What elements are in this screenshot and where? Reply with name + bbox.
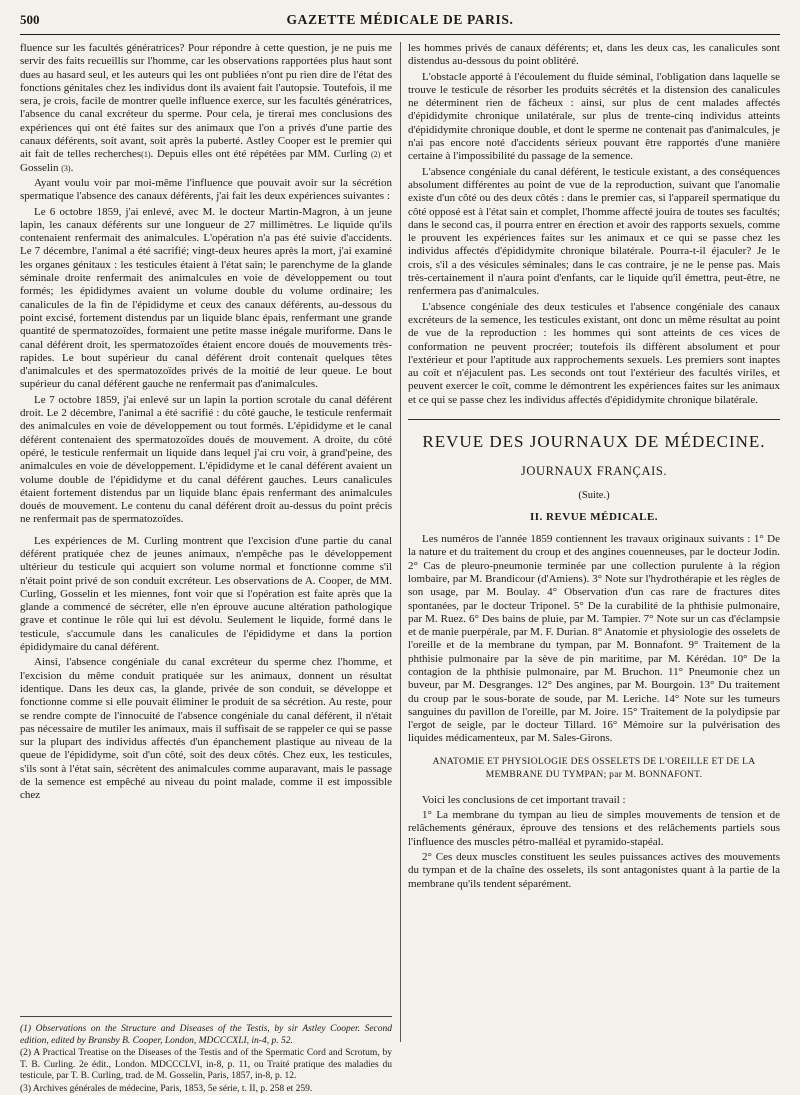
subsection-title: JOURNAUX FRANÇAIS. [408, 464, 780, 479]
paragraph: 2° Ces deux muscles constituent les seules puissances actives des mouvements du tympan et de la chaîne des osselets, ils sont antagonistes quant à la partie de la membrane qu'ils tendent séparément. [408, 851, 780, 891]
footnote: (3) Archives générales de médecine, Paris, 1853, 5e série, t. II, p. 258 et 259. [20, 1084, 392, 1095]
paragraph-text: . [71, 162, 74, 174]
footnote-ref: (1) [141, 150, 150, 159]
paragraph-text: et Gosselin [20, 148, 392, 173]
review-section [408, 419, 780, 891]
column-divider [400, 42, 401, 1042]
paragraph: L'absence congéniale du canal déférent, le testicule existant, a des conséquences absolument différentes au point de vue de la reproduction, suivant que l'anomalie existe d'un côté ou des deux côtés : dans le premier cas, si l'appareil spermatique du côté opposé est à l'état sain et complet, l'homme affecté jouira de toutes ses facultés; dans le second cas, il pourra entrer en érection et avoir des rapports sexuels, comme le prouvent les expériences faites sur les animaux et ce qui se passe chez les individus affectés d'épididymite chronique bilatérale. Pourra-t-il éjaculer? Je le crois, s'il a des vésicules séminales; dans le cas contraire, je ne le pense pas. Mais très-certainement il n'aura point d'enfants, car le liquide qu'il émettra, peut-être, ne renfermera pas d'animalcules. [408, 166, 780, 299]
paragraph: Ayant voulu voir par moi-même l'influence que pouvait avoir sur la sécrétion spermatique l'absence des canaux déférents, j'ai fait les deux expériences suivantes : [20, 177, 392, 204]
paragraph: Ainsi, l'absence congéniale du canal excréteur du sperme chez l'homme, et l'excision du même conduit pratiquée sur les animaux, donnent un résultat identique. Dans les deux cas, la glande, privée de son conduit, se développe et fonctionne comme si elle pouvait éliminer le produit de sa sécrétion. Au reste, pour se rendre compte de l'innocuité de l'absence congéniale du canal déférent, il n'était pas nécessaire de mutiler les animaux, mais il suffisait de se rappeler ce qui se passe sur la plupart des individus affectés d'un épanchement plastique au niveau de la queue de l'épididyme, soit d'un côté, soit des deux côtés. Chez eux, les testicules, s'ils sont à l'état sain, sécrètent des animalcules comme auparavant, mais le passage de la semence est empêché au niveau du point malade, comme il est impossible chez [20, 656, 392, 802]
paragraph: L'absence congéniale des deux testicules et l'absence congéniale des canaux excréteurs de la semence, les testicules existant, ont donc un même résultat au point de vue de la reproduction : les hommes qui sont atteints de ces vices de conformation ne peuvent procréer; toutefois ils diffèrent absolument et pour l'extérieur et pour l'aptitude aux rapprochements sexuels. Les premiers sont inaptes au coït et n'éjaculent pas. Les seconds ont tout l'extérieur des facultés viriles, et peuvent exercer le coït, comme le démontrent les expériences faites sur les animaux et ce qui se passe chez les individus affectés d'épididymite chronique bilatérale. [408, 301, 780, 407]
footnote-ref: (3) [61, 164, 70, 173]
paragraph-text: . Depuis elles ont été répétées par MM. Curling [151, 148, 371, 160]
paragraph: Le 6 octobre 1859, j'ai enlevé, avec M. le docteur Martin-Magron, à un jeune lapin, les canaux déférents sur une longueur de 27 millimètres. Le liquide qu'ils contenaient renfermait des animalcules. L'opération n'a pas été suivie d'accidents. Le 7 décembre, l'animal a été sacrifié; vingt-deux heures après la mort, j'ai examiné les organes génitaux : les testicules étaient à l'état sain; le parenchyme de la glande séminale droite renfermait des animalcules en voie de développement ou tout formés; les épididymes avaient un volume double du volume ordinaire; les canalicules de la fin de l'épididyme et ceux des canaux déférents, au-dessous du point excisé, fortement distendus par un liquide blanc épais, renfermant une grande quantité de spermatozoïdes, formaient une petite masse inégale muriforme. Dans le canal déférent droit, les spermatozoïdes étaient encore doués de mouvements très-rapides. Le bout supérieur du canal déférent droit contenait quelques têtes d'animalcules et des spermatozoïdes privés de la moitié de leur queue. Le bout supérieur du canal déférent gauche ne renfermait pas d'animalcules. [20, 206, 392, 392]
paragraph: Les numéros de l'année 1859 contiennent les travaux originaux suivants : 1° De la nature et du traitement du croup et des angines couenneuses, par le docteur Jodin. 2° Cas de pleuro-pneumonie terminée par une collection purulente à la région lombaire, par M. Brandicour (d'Amiens). 3° Note sur l'hydrothérapie et les règles de son usage, par M. Boulay. 4° Observation d'un cas rare de fractures dites spontanées, par le docteur Triponel. 5° De la curabilité de la phthisie pulmonaire, par M. Ruez. 6° Des bains de pluie, par M. Tampier. 7° Note sur un cas d'éclampsie et de manie puerpérale, par M. F. Durian. 8° Anatomie et physiologie des osselets de l'oreille et de la membrane du tympan, par M. Bonnafont. 9° Traitement de la phthisie pulmonaire par la sève de pin maritime, par M. Kérédan. 10° De la contagion de la phthisie pulmonaire, par M. Bruchon. 11° Pneumonie chez un buveur, par M. Desgranges. 12° Des angines, par M. Bourgoin. 13° Du traitement du croup par le sous-borate de soude, par M. Leriche. 14° Note sur les tumeurs sanguines du pavillon de l'oreille, par M. Joire. 15° Traitement de la polydipsie par l'ergot de seigle, par le docteur Tillard. 16° Mémoire sur la pulvérisation des liquides médicamenteux, par M. Sales-Girons. [408, 533, 780, 746]
paragraph: L'obstacle apporté à l'écoulement du fluide séminal, l'obligation dans laquelle se trouve le testicule de résorber les produits sécrétés et la distension des canalicules ne déterminent rien de fâcheux : ainsi, sur plus de cent malades affectés d'épididymite chronique unilatérale, sur plus de trente-cinq individus atteints d'épididymite chronique double, et dont le sperme ne contenait pas d'animalcules, je n'ai pas encore noté d'accidents sérieux pouvant être rapportés d'une manière certaine à l'impossibilité du passage de la semence. [408, 71, 780, 164]
paragraph: Voici les conclusions de cet important travail : [408, 794, 780, 807]
article-heading: ANATOMIE ET PHYSIOLOGIE DES OSSELETS DE L'OREILLE ET DE LA MEMBRANE DU TYMPAN; par M. BONNAFONT. [408, 756, 780, 782]
paragraph-text: fluence sur les facultés génératrices? Pour répondre à cette question, je ne puis me servir des faits recueillis sur l'homme, car les observations rapportées plus haut sont dues au hasard seul, et les auteurs qui les ont publiées n'ont pu rien dire de l'état des fonctions génitales chez les individus dont ils avaient fait l'autopsie. Toutefois, il me sera, je crois, facile de montrer quelle influence exerce, sur les facultés génératrices, l'absence du canal excréteur du sperme. Pour cela, je tirerai mes conclusions des expériences qui ont été faites sur des animaux que l'on a privés d'une partie des canaux déférents, soit avant, soit après la puberté. Astley Cooper est le premier qui ait fait de telles recherches [20, 42, 392, 160]
continuation-note: (Suite.) [408, 490, 780, 501]
footnote-ref: (2) [371, 150, 380, 159]
footnote: (2) A Practical Treatise on the Diseases of the Testis and of the Spermatic Cord and Scrotum, by T. B. Curling. 2e édit., London. MDCCCLVI, in-8, p. 11, ou Traité pratique des maladies du testicule, par T. B. Curling, trad. de M. Gosselin, Paris, 1857, in-8, p. 12. [20, 1048, 392, 1083]
footnote: (1) Observations on the Structure and Diseases of the Testis, by sir Astley Cooper. Second edition, edited by Bransby B. Cooper, London, MDCCCXLI, in-4, p. 52. [20, 1024, 392, 1047]
paragraph: les hommes privés de canaux déférents; et, dans les deux cas, les canalicules sont distendus au-dessous du point oblitéré. [408, 42, 780, 69]
paragraph: Les expériences de M. Curling montrent que l'excision d'une partie du canal déférent pratiquée chez de jeunes animaux, n'empêche pas le développement ultérieur du testicule qui acquiert son volume normal et fonctionne comme s'il n'était point privé de son conduit excréteur. Les observations de A. Cooper, de MM. Curling, Gosselin et les miennes, font voir que si l'opération est faite après que la glande a commencé de sécréter, elle n'en éprouve aucune altération pathologique grave et continue le rôle qui lui est dévolu. Seulement le liquide, formé dans le testicule, s'accumule dans les canalicules de l'épididyme et dans la portion épididymaire du canal déférent. [20, 535, 392, 655]
right-column [408, 42, 780, 891]
page-number: 500 [20, 12, 40, 28]
left-column [20, 42, 392, 803]
paragraph [20, 42, 392, 175]
section-title: REVUE DES JOURNAUX DE MÉDECINE. [408, 432, 780, 452]
footnotes [20, 1016, 392, 1095]
journal-title: GAZETTE MÉDICALE DE PARIS. [20, 12, 780, 28]
page-header [20, 4, 780, 35]
paragraph: Le 7 octobre 1859, j'ai enlevé sur un lapin la portion scrotale du canal déférent droit. Le 2 décembre, l'animal a été sacrifié : du côté gauche, le testicule renfermait des animalcules en voie de développement ou tout formés. L'épididyme et le canal déférent contenaient des spermatozoïdes doués de mouvement. A droite, du côté opéré, le testicule renfermait un liquide dans lequel j'ai cru voir, à grand'peine, des animalcules en voie de développement. L'épididyme et le canal déférent avaient un volume double de l'épididyme et du canal déférent gauches. Leurs canalicules étaient fortement distendus par un liquide blanc épais renfermant des animalcules doués de mouvement. Le contenu du canal déférent droit au-dessus du point précis ne renfermait pas de spermatozoïdes. [20, 394, 392, 527]
section-heading: II. REVUE MÉDICALE. [408, 511, 780, 523]
paragraph: 1° La membrane du tympan au lieu de simples mouvements de tension et de relâchements généraux, éprouve des tensions et des relâchements partiels sous l'influence des muscles pétro-malléal et pyramido-stapéal. [408, 809, 780, 849]
